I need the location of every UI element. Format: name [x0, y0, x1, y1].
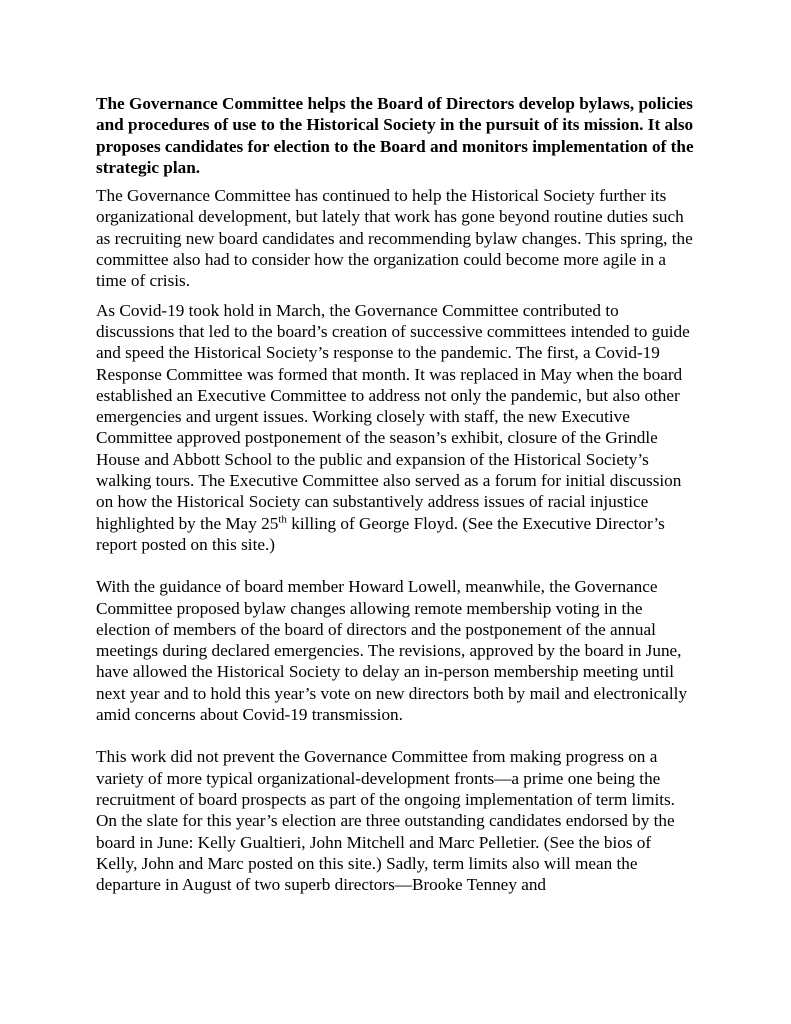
body-paragraph-2	[96, 300, 696, 556]
intro-paragraph: The Governance Committee helps the Board of Directors develop bylaws, policies and procedures of use to the Historical Society in the pursuit of its mission. It also proposes candidates for election to the Board and monitors implementation of the strategic plan.	[96, 94, 694, 177]
ordinal-superscript: th	[278, 512, 287, 525]
body-paragraph-3: With the guidance of board member Howard Lowell, meanwhile, the Governance Committee proposed bylaw changes allowing remote membership voting in the election of members of the board of directors and the postponement of the annual meetings during declared emergencies. The revisions, approved by the board in June, have allowed the Historical Society to delay an in-person membership meeting until next year and to hold this year’s vote on new directors both by mail and electronically amid concerns about Covid-19 transmission.	[96, 577, 688, 725]
body-paragraph-4: This work did not prevent the Governance Committee from making progress on a variety of more typical organizational-development fronts—a prime one being the recruitment of board prospects as part of the ongoing implementation of term limits. On the slate for this year’s election are three outstanding candidates endorsed by the board in June: Kelly Gualtieri, John Mitchell and Marc Pelletier. (See the bios of Kelly, John and Marc posted on this site.) Sadly, term limits also will mean the departure in August of two superb directors—Brooke Tenney and	[96, 747, 675, 895]
paragraph-2-text-before: As Covid-19 took hold in March, the Governance Committee contributed to discussions that led to the board’s creation of successive committees intended to guide and speed the Historical Society’s response to the pandemic. The first, a Covid-19 Response Committee was formed that month. It was replaced in May when the board established an Executive Committee to address not only the pandemic, but also other emergencies and urgent issues. Working closely with staff, the new Executive Committee approved postponement of the season’s exhibit, closure of the Grindle House and Abbott School to the public and expansion of the Historical Society’s walking tours. The Executive Committee also served as a forum for initial discussion on how the Historical Society can substantively address issues of racial injustice highlighted by the May 25	[96, 300, 690, 533]
document-page	[96, 93, 696, 895]
body-paragraph-1: The Governance Committee has continued to help the Historical Society further its organizational development, but lately that work has gone beyond routine duties such as recruiting new board candidates and recommending bylaw changes. This spring, the committee also had to consider how the organization could become more agile in a time of crisis.	[96, 186, 693, 291]
paragraph-2-text-after: killing of George Floyd. (See the Executive Director’s report posted on this site.)	[96, 513, 665, 554]
